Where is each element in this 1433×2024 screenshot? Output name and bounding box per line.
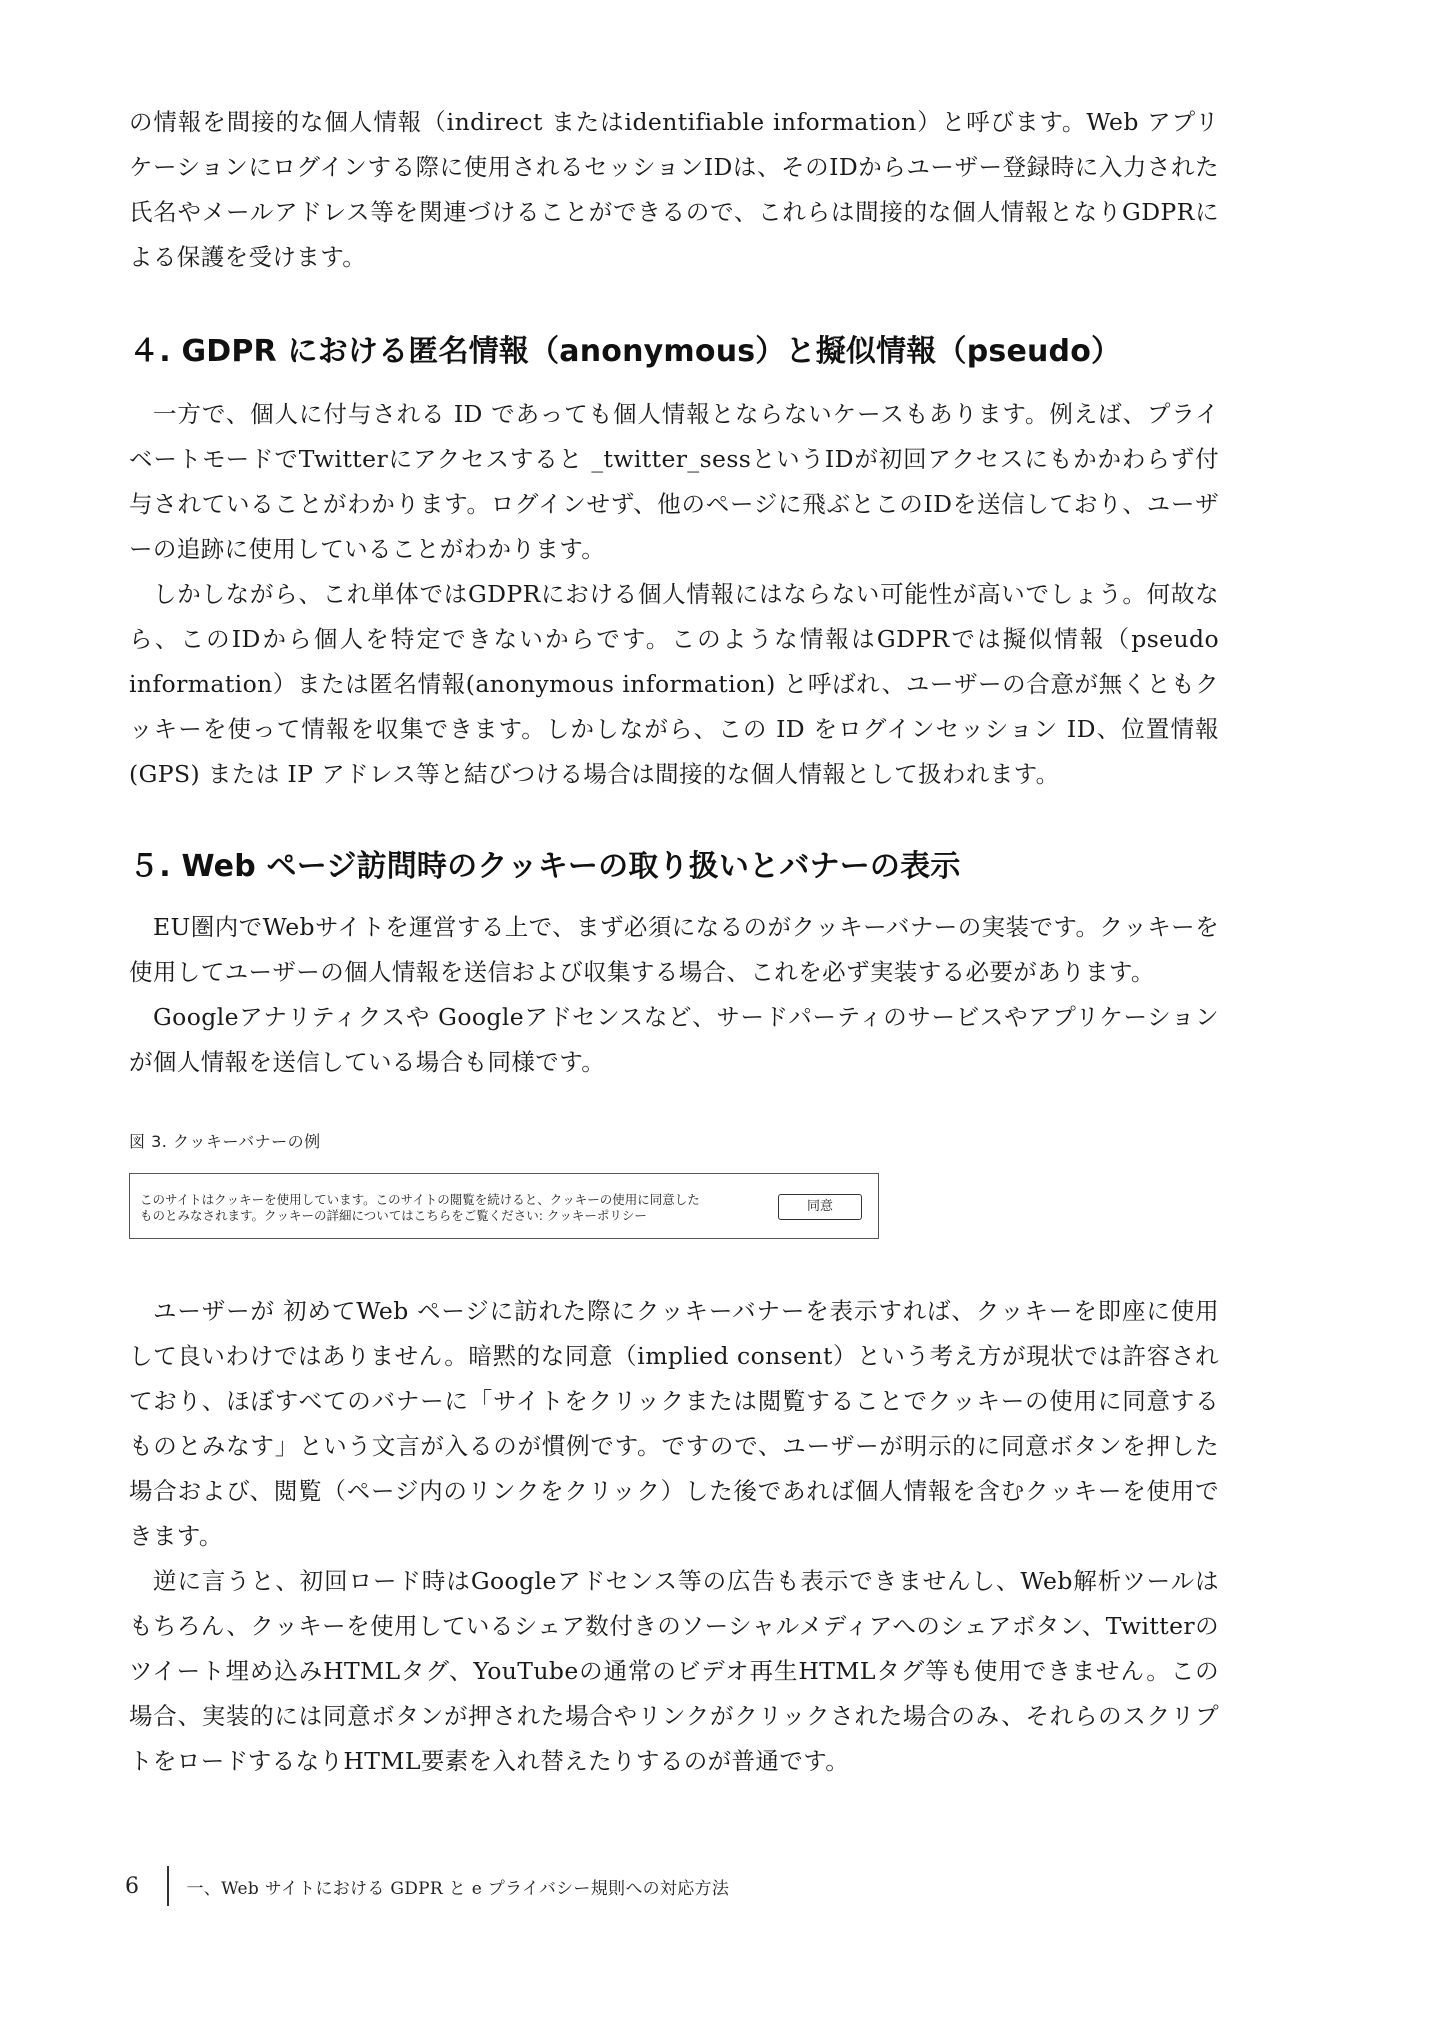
intro-paragraph: の情報を間接的な個人情報（indirect またはidentifiable information）と呼びます。Web アプリケーションにログインする際に使用されるセッションIDは、そのIDからユーザー登録時に入力された氏名やメールアドレス等を関連づけることができるので、これらは間接的な個人情報となりGDPRによる保護を受けます。 <box>129 108 1219 271</box>
section-4-heading: ４. GDPR における匿名情報（anonymous）と擬似情報（pseudo） <box>129 334 1122 369</box>
cookie-banner-line-2: ものとみなされます。クッキーの詳細についてはこちらをご覧ください: クッキーポリシー <box>140 1208 647 1223</box>
page-footer <box>125 1866 729 1906</box>
cookie-banner-text <box>140 1192 760 1224</box>
cookie-banner-line-1: このサイトはクッキーを使用しています。このサイトの閲覧を続けると、クッキーの使用に同意した <box>140 1192 700 1207</box>
page-number: 6 <box>125 1873 139 1899</box>
running-title: 一、Web サイトにおける GDPR と e プライバシー規則への対応方法 <box>186 1878 730 1899</box>
page-content <box>129 100 1219 1784</box>
cookie-banner-example <box>129 1173 879 1239</box>
footer-divider <box>167 1866 169 1906</box>
section-5-paragraph-4: 逆に言うと、初回ロード時はGoogleアドセンス等の広告も表示できませんし、Web解析ツールはもちろん、クッキーを使用しているシェア数付きのソーシャルメディアへのシェアボタン、Twitterのツイート埋め込みHTMLタグ、YouTubeの通常のビデオ再生HTMLタグ等も使用できません。この場合、実装的には同意ボタンが押された場合やリンクがクリックされた場合のみ、それらのスクリプトをロードするなりHTML要素を入れ替えたりするのが普通です。 <box>129 1567 1219 1775</box>
section-5-heading: ５. Web ページ訪問時のクッキーの取り扱いとバナーの表示 <box>129 849 961 884</box>
section-4-paragraph-2: しかしながら、これ単体ではGDPRにおける個人情報にはならない可能性が高いでしょう。何故なら、このIDから個人を特定できないからです。このような情報はGDPRでは擬似情報（pseudo information）または匿名情報(anonymous information) と呼ばれ、ユーザーの合意が無くともクッキーを使って情報を収集できます。しかしながら、この ID をログインセッション ID、位置情報(GPS) または IP アドレス等と結びつける場合は間接的な個人情報として扱われます。 <box>129 580 1219 788</box>
section-5-paragraph-2: Googleアナリティクスや Googleアドセンスなど、サードパーティのサービスやアプリケーションが個人情報を送信している場合も同様です。 <box>129 1003 1220 1076</box>
figure-caption: 図 3. クッキーバナーの例 <box>129 1132 321 1151</box>
agree-button[interactable]: 同意 <box>778 1194 862 1220</box>
section-5-paragraph-3: ユーザーが 初めてWeb ページに訪れた際にクッキーバナーを表示すれば、クッキーを即座に使用して良いわけではありません。暗黙的な同意（implied consent）という考え方が現状では許容されており、ほぼすべてのバナーに「サイトをクリックまたは閲覧することでクッキーの使用に同意するものとみなす」という文言が入るのが慣例です。ですので、ユーザーが明示的に同意ボタンを押した場合および、閲覧（ページ内のリンクをクリック）した後であれば個人情報を含むクッキーを使用できます。 <box>129 1297 1219 1550</box>
section-4-paragraph-1: 一方で、個人に付与される ID であっても個人情報とならないケースもあります。例えば、プライベートモードでTwitterにアクセスすると _twitter_sessというIDが初回アクセスにもかかわらず付与されていることがわかります。ログインせず、他のページに飛ぶとこのIDを送信しており、ユーザーの追跡に使用していることがわかります。 <box>129 400 1219 563</box>
section-5-paragraph-1: EU圏内でWebサイトを運営する上で、まず必須になるのがクッキーバナーの実装です。クッキーを使用してユーザーの個人情報を送信および収集する場合、これを必ず実装する必要があります。 <box>129 913 1219 986</box>
